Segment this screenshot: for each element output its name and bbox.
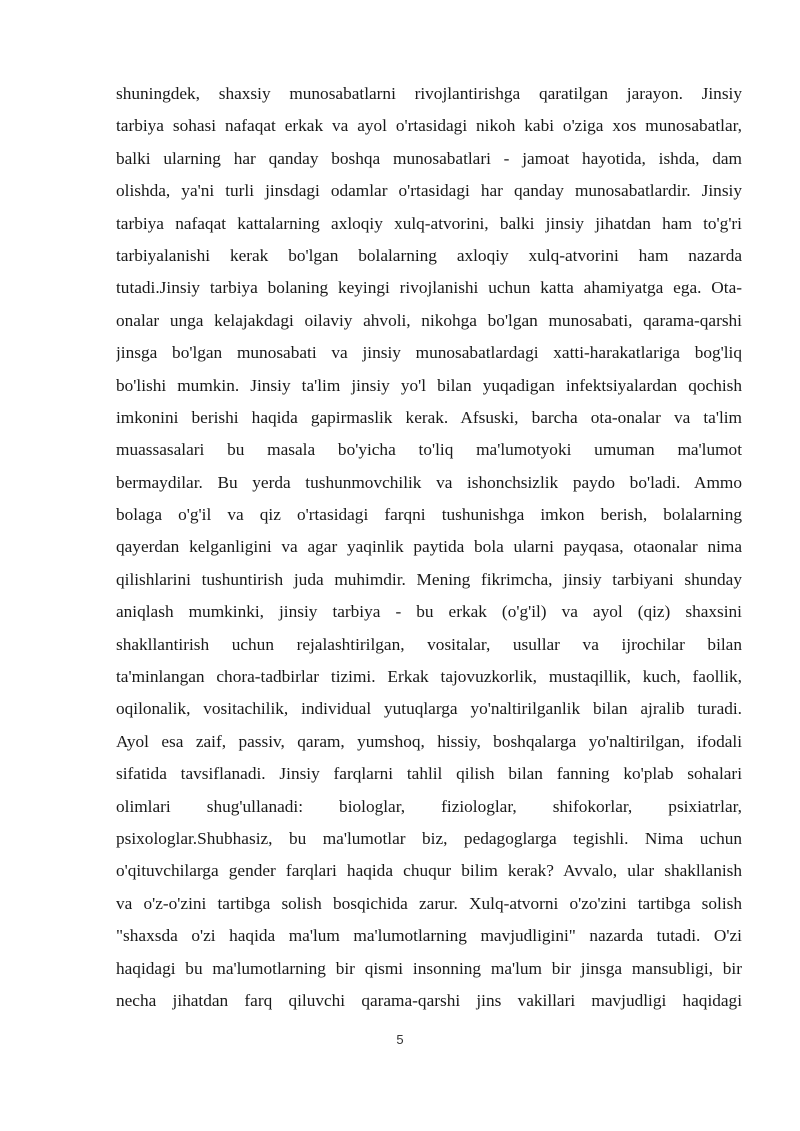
text-line: bo'lishi mumkin. Jinsiy ta'lim jinsiy yo'l bilan yuqadigan infektsiyalardan qochish: [116, 375, 742, 395]
text-line: "shaxsda o'zi haqida ma'lum ma'lumotlarning mavjudligini" nazarda tutadi. O'zi: [116, 926, 742, 946]
text-line: psixologlar.Shubhasiz, bu ma'lumotlar biz, pedagoglarga tegishli. Nima uchun: [116, 828, 742, 848]
text-line: aniqlash mumkinki, jinsiy tarbiya - bu erkak (o'g'il) va ayol (qiz) shaxsini: [116, 602, 742, 622]
page-number: 5: [396, 1032, 404, 1047]
text-line: olimlari shug'ullanadi: biologlar, fiziologlar, shifokorlar, psixiatrlar,: [116, 796, 742, 816]
text-line: shuningdek, shaxsiy munosabatlarni rivojlantirishga qaratilgan jarayon. Jinsiy: [116, 84, 742, 103]
text-line: sifatida tavsiflanadi. Jinsiy farqlarni tahlil qilish bilan fanning ko'plab sohalari: [116, 764, 742, 784]
text-line: oqilonalik, vositachilik, individual yutuqlarga yo'naltirilganlik bilan ajralib turadi.: [116, 699, 742, 719]
text-line: tarbiya sohasi nafaqat erkak va ayol o'rtasidagi nikoh kabi o'ziga xos munosabatlar,: [116, 116, 742, 136]
text-line: jinsga bo'lgan munosabati va jinsiy munosabatlardagi xatti-harakatlariga bog'liq: [116, 343, 742, 363]
text-line: necha jihatdan farq qiluvchi qarama-qarshi jins vakillari mavjudligi haqidagi: [116, 990, 742, 1010]
text-line: haqidagi bu ma'lumotlarning bir qismi insonning ma'lum bir jinsga mansubligi, bir: [116, 958, 742, 978]
text-line: ta'minlangan chora-tadbirlar tizimi. Erkak tajovuzkorlik, mustaqillik, kuch, faollik,: [116, 667, 742, 687]
text-line: tarbiyalanishi kerak bo'lgan bolalarning axloqiy xulq-atvorini ham nazarda: [116, 245, 742, 265]
text-line: qayerdan kelganligini va agar yaqinlik paytida bola ularni payqasa, otaonalar nima: [116, 537, 742, 557]
text-line: muassasalari bu masala bo'yicha to'liq ma'lumotyoki umuman ma'lumot: [116, 440, 742, 460]
text-line: tutadi.Jinsiy tarbiya bolaning keyingi rivojlanishi uchun katta ahamiyatga ega. Ota-: [116, 278, 742, 298]
text-line: tarbiya nafaqat kattalarning axloqiy xulq-atvorini, balki jinsiy jihatdan ham to'g'ri: [116, 213, 742, 233]
text-line: olishda, ya'ni turli jinsdagi odamlar o'rtasidagi har qanday munosabatlardir. Jinsiy: [116, 181, 742, 201]
text-line: shakllantirish uchun rejalashtirilgan, vositalar, usullar va ijrochilar bilan: [116, 634, 742, 654]
body-text: [116, 78, 742, 1017]
text-line: qilishlarini tushuntirish juda muhimdir. Mening fikrimcha, jinsiy tarbiyani shunday: [116, 569, 742, 589]
text-line: onalar unga kelajakdagi oilaviy ahvoli, nikohga bo'lgan munosabati, qarama-qarshi: [116, 310, 742, 330]
text-line: bolaga o'g'il va qiz o'rtasidagi farqni tushunishga imkon berish, bolalarning: [116, 505, 742, 525]
text-line: Ayol esa zaif, passiv, qaram, yumshoq, hissiy, boshqalarga yo'naltirilgan, ifodali: [116, 731, 742, 751]
text-line: va o'z-o'zini tartibga solish bosqichida zarur. Xulq-atvorni o'zo'zini tartibga solish: [116, 893, 742, 913]
text-line: bermaydilar. Bu yerda tushunmovchilik va ishonchsizlik paydo bo'ladi. Ammo: [116, 472, 742, 492]
text-line: imkonini berishi haqida gapirmaslik kerak. Afsuski, barcha ota-onalar va ta'lim: [116, 407, 742, 427]
text-line: balki ularning har qanday boshqa munosabatlari - jamoat hayotida, ishda, dam: [116, 148, 742, 168]
text-line: o'qituvchilarga gender farqlari haqida chuqur bilim kerak? Avvalo, ular shakllanish: [116, 861, 742, 881]
